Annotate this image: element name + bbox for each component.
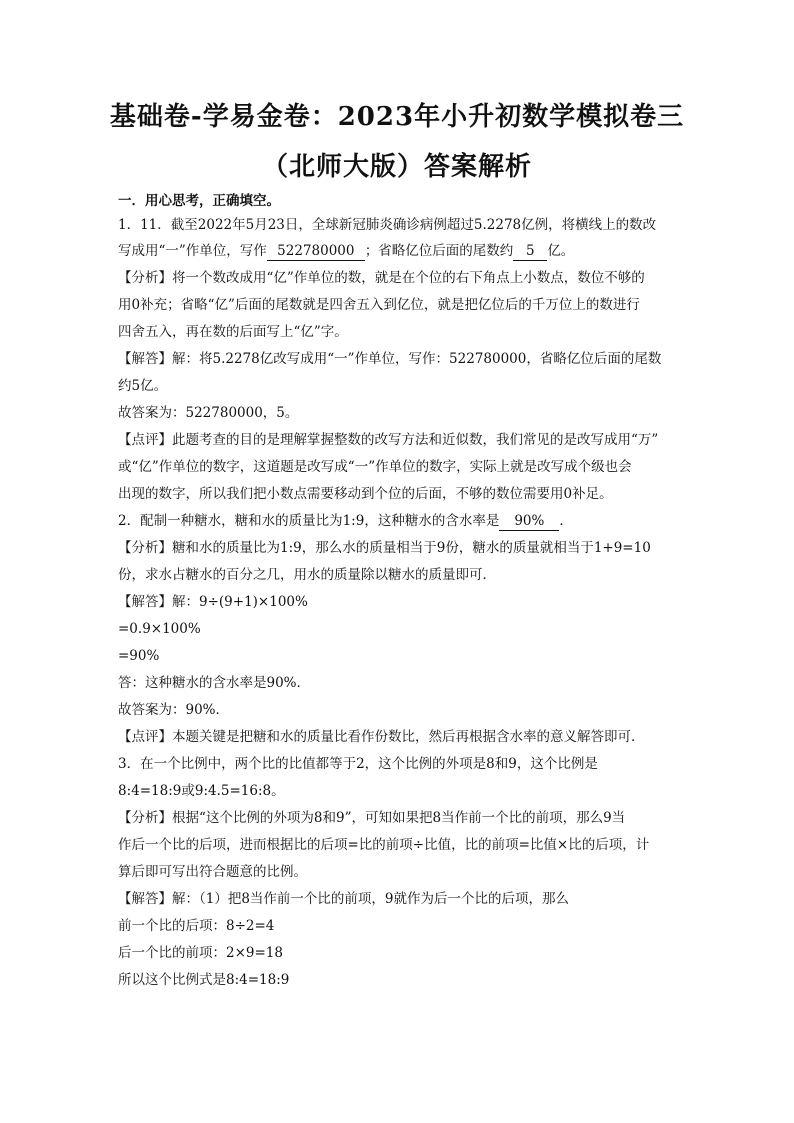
question-2 <box>118 512 573 531</box>
answer-text: 故答案为：90%． <box>118 702 230 718</box>
answer-text: 答：这种糖水的含水率是90%． <box>118 675 311 691</box>
solution-text: 约5亿。 <box>118 378 168 394</box>
question-3-answer: 8:4=18:9或9:4.5=16:8。 <box>118 783 285 799</box>
analysis-text: 作后一个比的后项，进而根据比的后项=比的前项÷比值，比的前项=比值×比的后项，计 <box>118 837 650 853</box>
solution-text: 【解答】解：9÷(9+1)×100% <box>118 594 308 610</box>
comment-text: 或“亿”作单位的数字，这道题是改写成“一”作单位的数字，实际上就是改写成个级也会 <box>118 459 632 475</box>
comment-text: 【点评】此题考查的目的是理解掌握整数的改写方法和近似数，我们常见的是改写成用“万” <box>118 432 659 448</box>
analysis-text: 【分析】将一个数改成用“亿”作单位的数，就是在个位的右下角点上小数点，数位不够的 <box>118 270 645 286</box>
answer-blank-1: 522780000 <box>267 242 365 261</box>
answer-text: 故答案为：522780000，5。 <box>118 405 299 421</box>
question-1-prefix: 写成用“一”作单位，写作 <box>118 243 267 259</box>
answer-blank-2: 5 <box>513 242 547 261</box>
comment-text: 【点评】本题关键是把糖和水的质量比看作份数比，然后再根据含水率的意义解答即可． <box>118 729 645 745</box>
solution-text: =90% <box>118 648 160 664</box>
question-1-mid: ；省略亿位后面的尾数约 <box>364 243 514 259</box>
analysis-text: 用0补充；省略“亿”后面的尾数就是四舍五入到亿位，就是把亿位后的千万位上的数进行 <box>118 297 640 313</box>
question-1-blanks <box>118 242 574 261</box>
analysis-text: 【分析】根据“这个比例的外项为8和9”，可知如果把8当作前一个比的前项，那么9当 <box>118 810 626 826</box>
solution-text: 前一个比的后项：8÷2=4 <box>118 918 275 934</box>
solution-text: 【解答】解：（1）把8当作前一个比的前项，9就作为后一个比的后项，那么 <box>118 891 570 907</box>
question-3: 3．在一个比例中，两个比的比值都等于2，这个比例的外项是8和9，这个比例是 <box>118 756 598 772</box>
solution-text: =0.9×100% <box>118 621 201 637</box>
question-2-text: 2．配制一种糖水，糖和水的质量比为1:9，这种糖水的含水率是 <box>118 513 500 529</box>
question-1: 1．11．截至2022年5月23日，全球新冠肺炎确诊病例超过5.2278亿例，将横线上的数改 <box>118 217 657 233</box>
solution-text: 【解答】解：将5.2278亿改写成用“一”作单位，写作：522780000，省略亿位后面的尾数 <box>118 351 662 367</box>
solution-text: 所以这个比例式是8:4=18:9 <box>118 972 290 988</box>
page-title: 基础卷-学易金卷：2023年小升初数学模拟卷三 <box>109 102 685 132</box>
question-1-end: 亿。 <box>547 243 575 259</box>
analysis-text: 份，求水占糖水的百分之几，用水的质量除以糖水的质量即可． <box>118 567 496 583</box>
analysis-text: 【分析】糖和水的质量比为1:9，那么水的质量相当于9份，糖水的质量就相当于1+9=10 <box>118 540 651 556</box>
page-subtitle: （北师大版）答案解析 <box>261 152 532 182</box>
section-heading: 一．用心思考，正确填空。 <box>118 193 280 209</box>
question-2-end: ． <box>559 513 573 529</box>
analysis-text: 四舍五入，再在数的后面写上“亿”字。 <box>118 324 348 340</box>
answer-blank-3: 90% <box>499 512 559 531</box>
solution-text: 后一个比的前项：2×9=18 <box>118 945 283 961</box>
comment-text: 出现的数字，所以我们把小数点需要移动到个位的后面，不够的数位需要用0补足。 <box>118 486 613 502</box>
analysis-text: 算后即可写出符合题意的比例。 <box>118 864 307 880</box>
